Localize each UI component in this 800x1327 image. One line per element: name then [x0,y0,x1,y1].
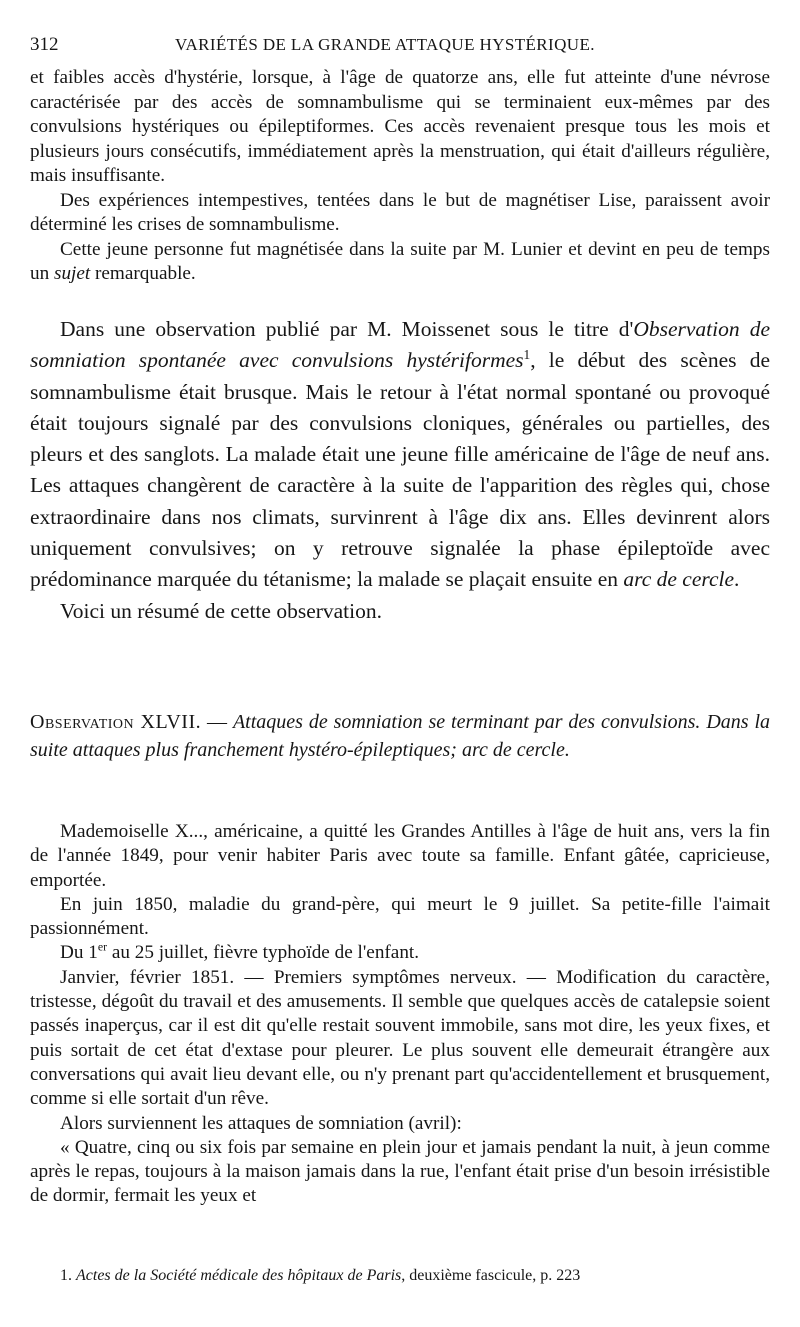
paragraph [30,708,770,764]
paragraph: Janvier, février 1851. — Premiers symptômes nerveux. — Modification du caractère, tristesse, dégoût du travail et des amusements. Il semble que quelques accès de catalepsie soient passés inaperçus, car il est dit qu'elle restait souvent immobile, sans mot dire, les yeux fixes, et puis sortait de cet état d'extase pour pleurer. Le plus souvent elle demeurait étrangère aux conversations qui avait lieu devant elle, ou n'y prenant part qu'accidentellement et brusquement, comme si elle sortait d'un rêve. [30,966,770,1110]
text-run: , le début des scènes de somnambulisme était brusque. Mais le retour à l'état normal spontané ou provoqué était toujours signalé par des convulsions cloniques, générales ou partielles, des pleurs et des sanglots. La malade était une jeune fille américaine de l'âge de neuf ans. Les attaques changèrent de caractère à la suite de l'apparition des règles qui, chose extraordinaire dans nos climats, survinrent à l'âge dix ans. Elles devinrent alors uniquement convulsives; on y retrouve signalée la phase épileptoïde avec prédominance marquée du tétanisme; la malade se plaçait ensuite en [30,348,770,592]
running-title: VARIÉTÉS DE LA GRANDE ATTAQUE HYSTÉRIQUE. [175,35,595,54]
observation-label: Observation XLVII. [30,711,202,733]
paragraph: Alors surviennent les attaques de somniation (avril): [60,1112,462,1134]
main-text-section [30,314,770,627]
text-run: au 25 juillet, fièvre typhoïde de l'enfant. [107,942,420,964]
paragraph: et faibles accès d'hystérie, lorsque, à l'âge de quatorze ans, elle fut atteinte d'une névrose caractérisée par des accès de somnambulisme qui se terminaient eux-mêmes par des convulsions hystériques ou épileptiformes. Ces accès revenaient presque tous les mois et plusieurs jours consécutifs, immédiatement après la menstruation, qui était d'ailleurs régulière, mais insuffisante. [30,67,770,186]
footnote-marker: 1. [60,1267,72,1284]
footnote-reference[interactable]: 1 [523,347,531,363]
page-header [30,34,770,64]
text-run: — [201,711,233,733]
paragraph: En juin 1850, maladie du grand-père, qui meurt le 9 juillet. Sa petite-fille l'aimait passionnément. [30,893,770,940]
observation-body [30,820,770,1209]
paragraph [30,238,770,287]
text-run: Du 1 [60,942,98,964]
italic-term: sujet [53,263,91,284]
paragraph: Mademoiselle X..., américaine, a quitté les Grandes Antilles à l'âge de huit ans, vers la fin de l'année 1849, pour venir habiter Paris avec toute sa famille. Enfant gâtée, capricieuse, emportée. [30,821,770,891]
text-run: remarquable. [90,263,196,284]
italic-title: Observation de somniation spontanée avec convulsions hystériformes [30,317,770,373]
page-number: 312 [30,34,59,55]
small-print-section [30,66,770,287]
text-run: . [734,567,740,592]
footnote-source: Actes de la Société médicale des hôpitaux de Paris [76,1267,402,1284]
text-run: Dans une observation publié par M. Moissenet sous le titre d' [60,317,634,341]
ordinal-suffix: er [97,940,108,955]
paragraph [30,941,770,965]
observation-heading [30,708,770,764]
text-run: , deuxième fascicule, p. 223 [401,1267,581,1284]
paragraph: Des expériences intempestives, tentées dans le but de magnétiser Lise, paraissent avoir déterminé les crises de somnambulisme. [30,189,770,235]
italic-term: arc de cercle [623,567,735,592]
paragraph [30,314,770,596]
text-run: Cette jeune personne fut magnétisée dans la suite par M. Lunier et devint en peu de temps un [30,238,770,284]
observation-title: Attaques de somniation se terminant par des convulsions. Dans la suite attaques plus franchement hystéro-épileptiques; arc de cercle. [30,711,771,761]
paragraph: « Quatre, cinq ou six fois par semaine en plein jour et jamais pendant la nuit, à jeun comme après le repas, toujours à la maison jamais dans la rue, l'enfant était prise d'un besoin irrésistible de dormir, fermait les yeux et [30,1136,770,1207]
paragraph: Voici un résumé de cette observation. [60,598,383,623]
footnote [60,1265,770,1287]
